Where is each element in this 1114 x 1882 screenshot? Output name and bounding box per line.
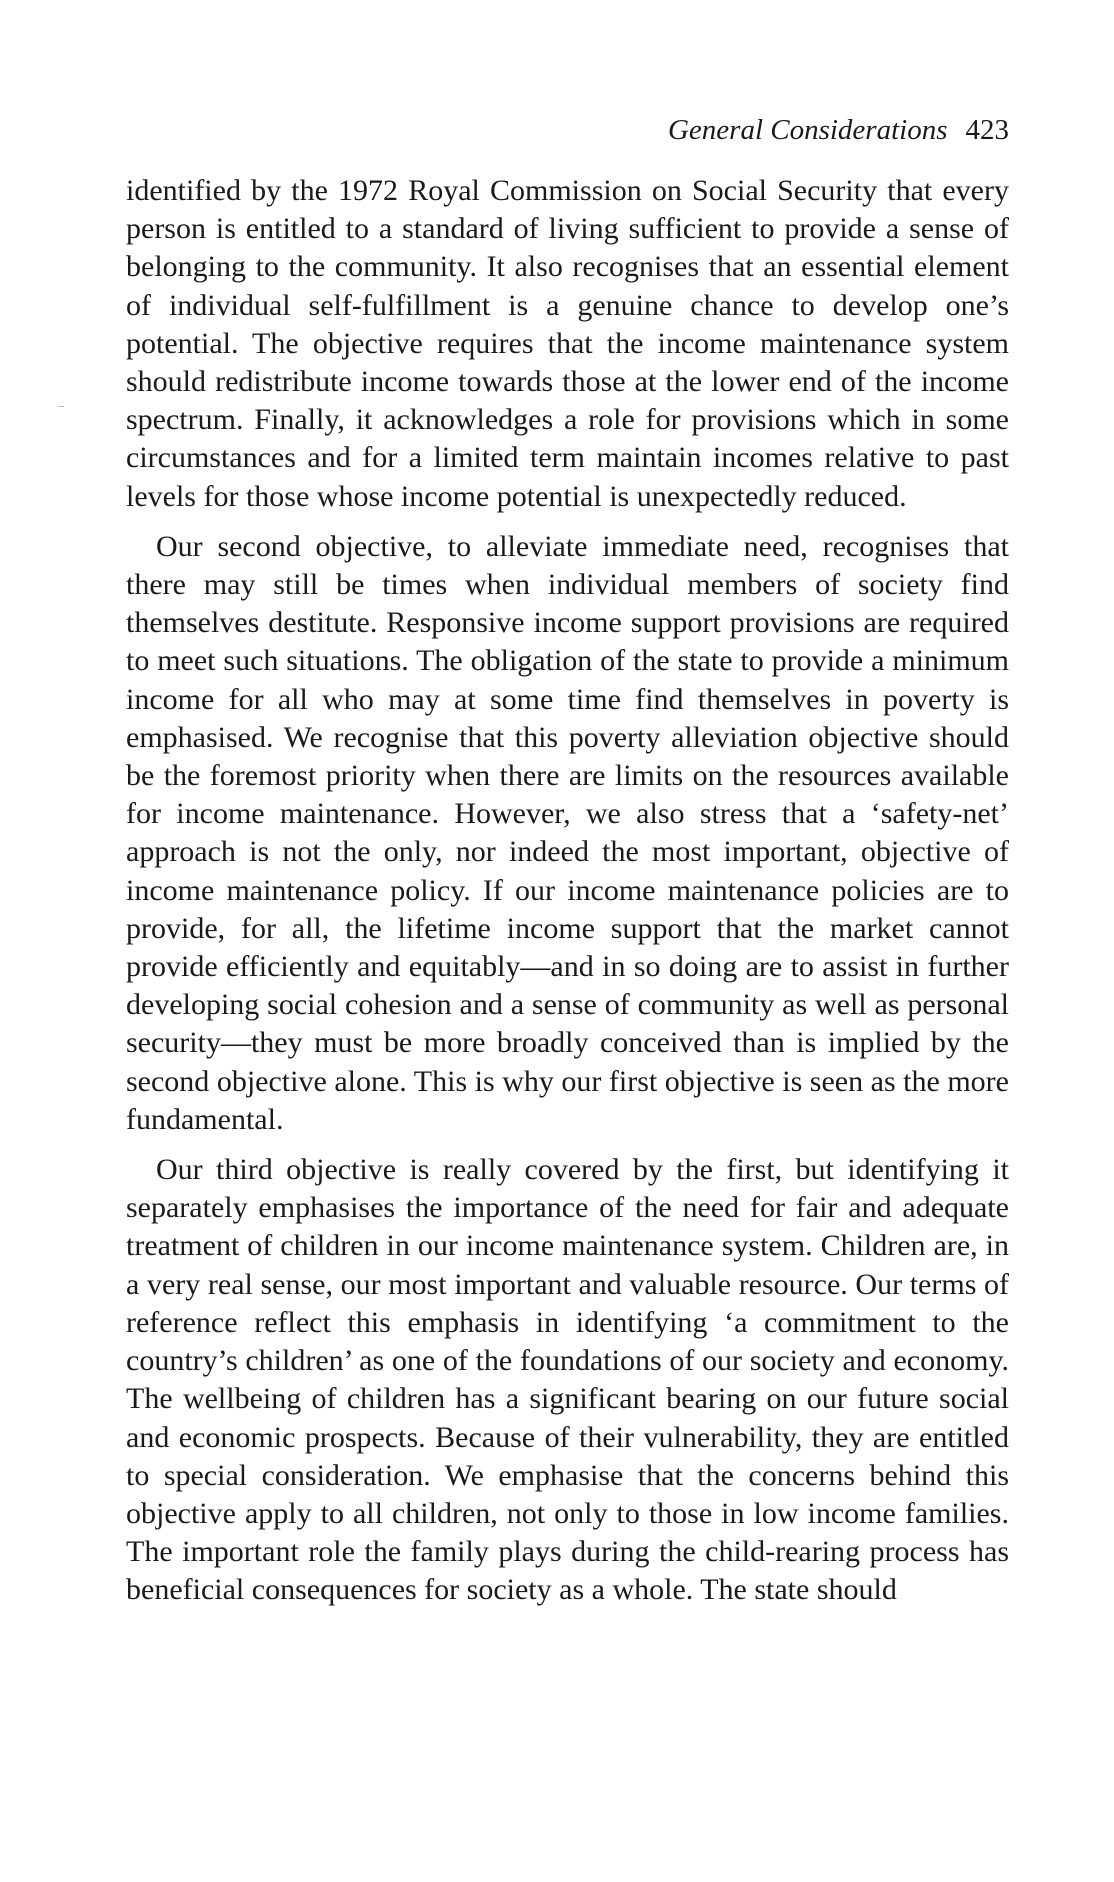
section-title: General Considerations <box>667 114 948 146</box>
body-text <box>126 172 1009 1610</box>
running-head <box>126 112 1009 148</box>
margin-mark <box>58 406 64 407</box>
paragraph-second-objective: Our second objective, to alleviate immediate need, recognises that there may still be times when individual members of society find themselves destitute. Responsive income support provisions are required to meet such situations. The obligation of the state to provide a minimum income for all who may at some time find themselves in poverty is emphasised. We recognise that this poverty alleviation objective should be the foremost priority when there are limits on the resources available for income maintenance. However, we also stress that a ‘safety-net’ approach is not the only, nor indeed the most important, objective of income maintenance policy. If our income maintenance policies are to provide, for all, the lifetime income support that the market cannot provide efficiently and equitably—and in so doing are to assist in further developing social cohesion and a sense of community as well as personal security—they must be more broadly conceived than is implied by the second objective alone. This is why our first objective is seen as the more fundamental. <box>126 529 1009 1136</box>
page-number: 423 <box>965 114 1009 146</box>
paragraph-third-objective: Our third objective is really covered by the first, but identifying it separately emphasises the importance of the need for fair and adequate treatment of children in our income maintenance system. Children are, in a very real sense, our most important and valuable resource. Our terms of reference reflect this emphasis in identifying ‘a commitment to the country’s children’ as one of the foundations of our society and economy. The wellbeing of children has a significant bearing on our future social and economic prospects. Because of their vulnerability, they are entitled to special consideration. We emphasise that the concerns behind this objective apply to all children, not only to those in low income families. The important role the family plays during the child-rearing process has beneficial consequences for society as a whole. The state should <box>126 1153 1009 1607</box>
paragraph-continuation: identified by the 1972 Royal Commission on Social Security that every person is entitled to a standard of living sufficient to provide a sense of belonging to the community. It also recognises that an essential element of individual self-fulfillment is a genuine chance to develop one’s potential. The objective requires that the income maintenance system should redistribute income towards those at the lower end of the income spectrum. Finally, it acknowledges a role for provisions which in some circumstances and for a limited term maintain incomes relative to past levels for those whose income potential is unexpectedly reduced. <box>126 174 1009 513</box>
